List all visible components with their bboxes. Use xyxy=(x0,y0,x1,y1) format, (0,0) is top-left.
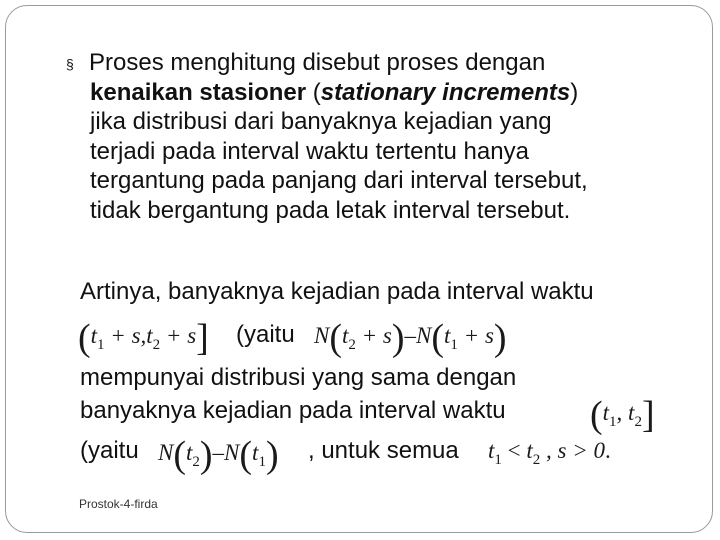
footer-label: Prostok-4-firda xyxy=(79,497,158,511)
def-line-2 xyxy=(89,78,689,108)
def-line-3: jika distribusi dari banyaknya kejadian yang xyxy=(90,108,552,135)
count-difference-shifted: $N(t_2 + s)-N(t_1 + s)$ xyxy=(314,317,507,359)
mempunyai-line: mempunyai distribusi yang sama dengan xyxy=(80,364,517,391)
term-bold: kenaikan stasioner xyxy=(90,78,307,106)
count-difference-original: $N(t_2)-N(t_1)$ xyxy=(158,434,279,476)
paren-open: ( xyxy=(306,78,321,106)
bullet-marker: § xyxy=(66,56,74,72)
banyaknya-line: banyaknya kejadian pada interval waktu xyxy=(80,397,506,424)
interval-shifted: $(t_1 + s,t_2 + s]$ xyxy=(78,317,209,359)
def-line-4: terjadi pada interval waktu tertentu hanya xyxy=(90,137,529,165)
yaitu-2: (yaitu xyxy=(80,437,139,464)
artinya-line: Artinya, banyaknya kejadian pada interval waktu xyxy=(80,278,594,305)
def-line-5: tergantung pada panjang dari interval tersebut, xyxy=(90,167,588,194)
def-line-1: Proses menghitung disebut proses dengan xyxy=(89,49,546,76)
yaitu-1: (yaitu xyxy=(236,321,295,348)
paren-close: ) xyxy=(570,78,579,106)
untuk-semua: , untuk semua xyxy=(308,437,459,464)
def-line-6: tidak bergantung pada letak interval tersebut. xyxy=(90,196,571,224)
term-english: stationary increments xyxy=(320,78,571,106)
condition-expression: $t_1 < t_2$ , s > 0. xyxy=(488,438,611,468)
definition-paragraph xyxy=(89,48,689,225)
interval-original: ($t_1$, $t_2$] xyxy=(590,394,655,436)
